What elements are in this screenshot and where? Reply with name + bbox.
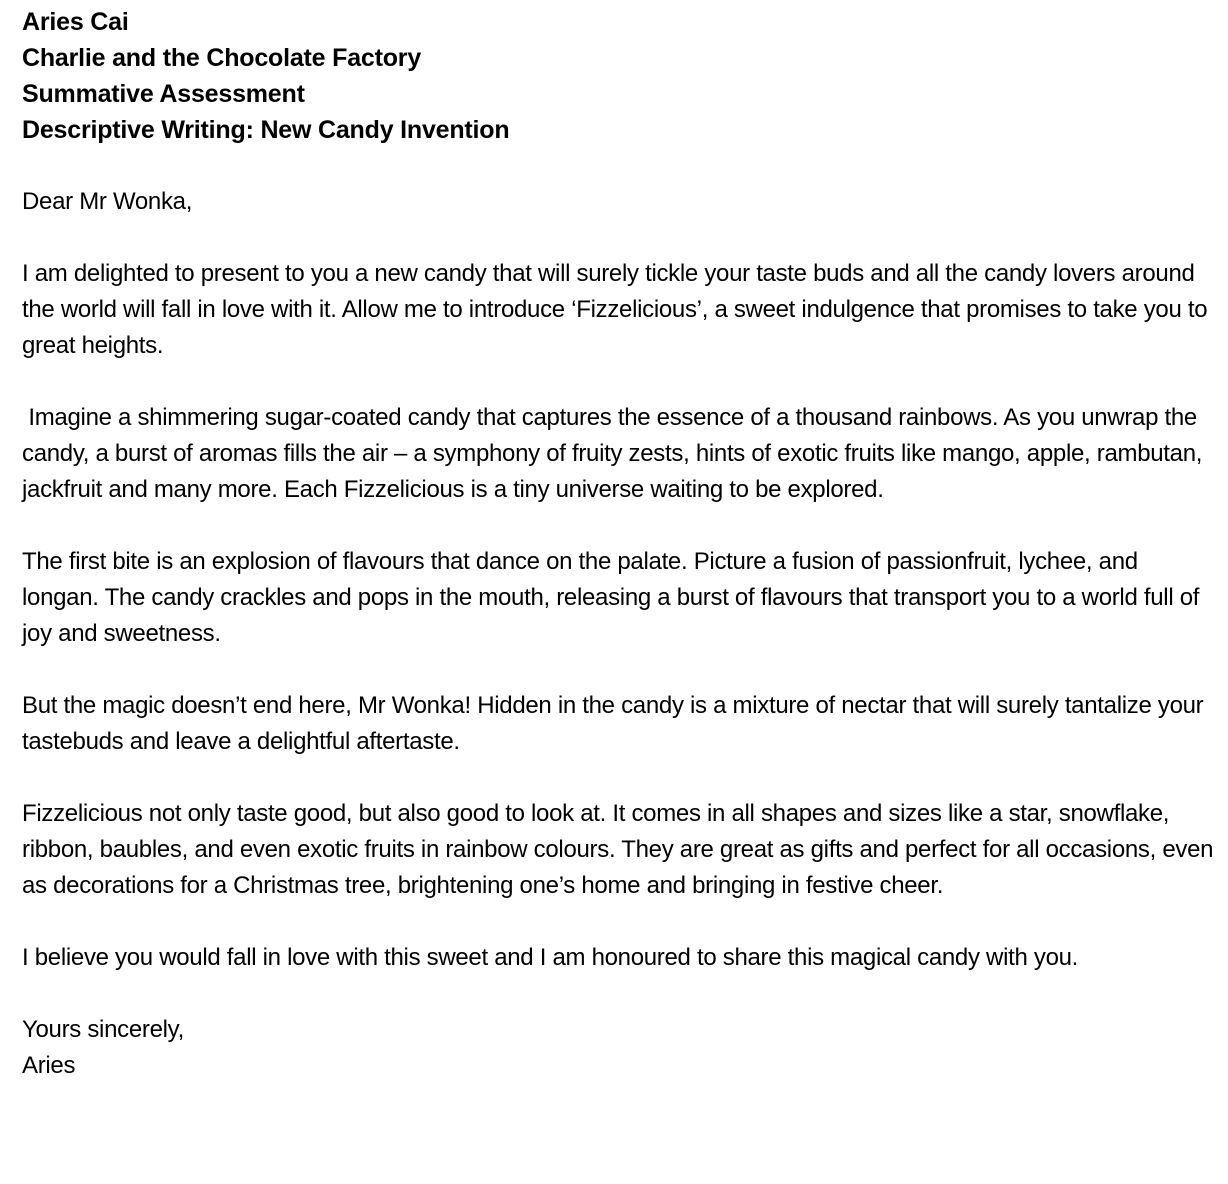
- paragraph-4: But the magic doesn’t end here, Mr Wonka! Hidden in the candy is a mixture of nectar that will surely tantalize your tastebuds and leave a delightful aftertaste.: [22, 692, 1210, 755]
- signature: Aries: [22, 1052, 76, 1079]
- header-line-author: Aries Cai: [22, 8, 129, 36]
- signoff: Yours sincerely,: [22, 1016, 184, 1043]
- paragraph-3: The first bite is an explosion of flavours that dance on the palate. Picture a fusion of passionfruit, lychee, and longan. The candy crackles and pops in the mouth, releasing a burst of flavours that transport you to a world full of joy and sweetness.: [22, 548, 1206, 647]
- salutation: Dear Mr Wonka,: [22, 188, 193, 215]
- letter-body: [22, 184, 1218, 1084]
- paragraph-5: Fizzelicious not only taste good, but also good to look at. It comes in all shapes and sizes like a star, snowflake, ribbon, baubles, and even exotic fruits in rainbow colours. They are great as gifts and perfect for all occasions, even as decorations for a Christmas tree, brightening one’s home and bringing in festive cheer.: [22, 800, 1220, 899]
- document-header: [22, 4, 1218, 148]
- header-line-assignment-title: Descriptive Writing: New Candy Invention: [22, 116, 510, 144]
- paragraph-2: Imagine a shimmering sugar-coated candy that captures the essence of a thousand rainbows. As you unwrap the candy, a burst of aromas fills the air – a symphony of fruity zests, hints of exotic fruits like mango, apple, rambutan, jackfruit and many more. Each Fizzelicious is a tiny universe waiting to be explored.: [22, 404, 1209, 503]
- paragraph-1: I am delighted to present to you a new candy that will surely tickle your taste buds and all the candy lovers around the world will fall in love with it. Allow me to introduce ‘Fizzelicious’, a sweet indulgence that promises to take you to great heights.: [22, 260, 1214, 359]
- header-line-assessment: Summative Assessment: [22, 80, 305, 108]
- header-line-book-title: Charlie and the Chocolate Factory: [22, 44, 422, 72]
- paragraph-6: I believe you would fall in love with this sweet and I am honoured to share this magical candy with you.: [22, 944, 1079, 971]
